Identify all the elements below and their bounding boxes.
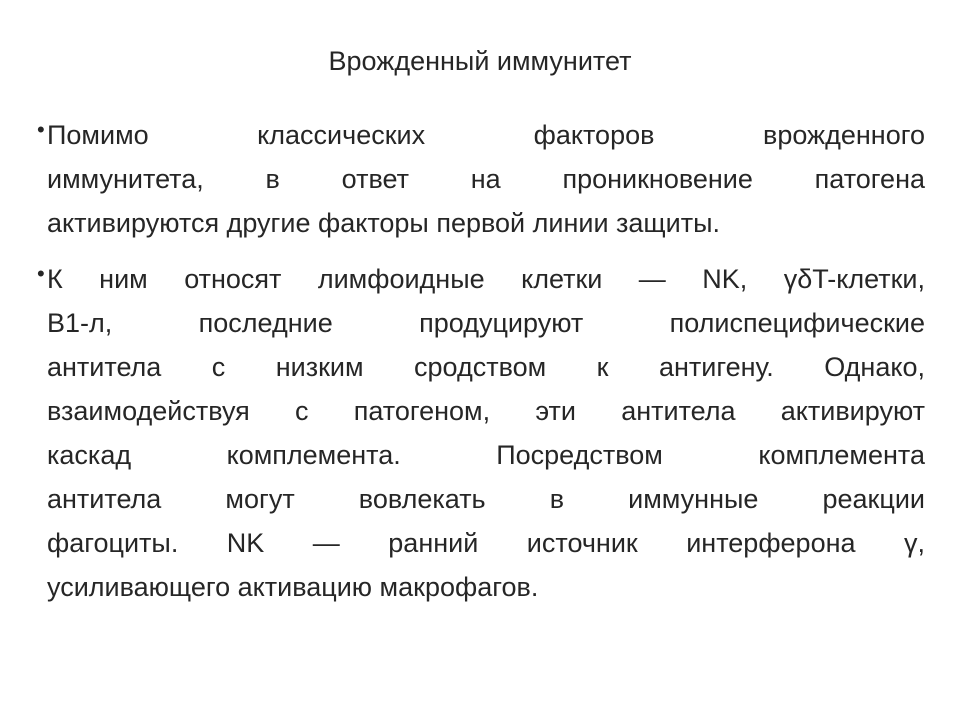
bullet-1-line-3: активируются другие факторы первой линии защиты. — [47, 208, 720, 238]
bullet-1-line-2: иммунитета, в ответ на проникновение патогена — [47, 164, 925, 194]
bullet-2-line-6: антитела могут вовлекать в иммунные реакции — [47, 484, 925, 514]
bullet-item-2 — [37, 257, 925, 609]
bullet-2-line-3: антитела с низким сродством к антигену. Однако, — [47, 352, 925, 382]
bullet-list — [37, 113, 925, 621]
bullet-1-line-1: Помимо классических факторов врожденного — [47, 120, 925, 150]
bullet-glyph: • — [37, 261, 45, 286]
bullet-2-line-4: взаимодействуя с патогеном, эти антитела активируют — [47, 396, 925, 426]
bullet-2-line-5: каскад комплемента. Посредством комплемента — [47, 440, 925, 470]
bullet-glyph: • — [37, 117, 45, 142]
bullet-text-2 — [47, 257, 925, 609]
bullet-item-1 — [37, 113, 925, 245]
slide-title: Врожденный иммунитет — [328, 46, 632, 76]
bullet-2-line-8: усиливающего активацию макрофагов. — [47, 572, 539, 602]
bullet-2-line-2: B1-л, последние продуцируют полиспецифические — [47, 308, 925, 338]
bullet-text-1 — [47, 113, 925, 245]
bullet-2-line-1: К ним относят лимфоидные клетки — NK, γδT-клетки, — [47, 264, 925, 294]
bullet-2-line-7: фагоциты. NK — ранний источник интерферона γ, — [47, 528, 925, 558]
